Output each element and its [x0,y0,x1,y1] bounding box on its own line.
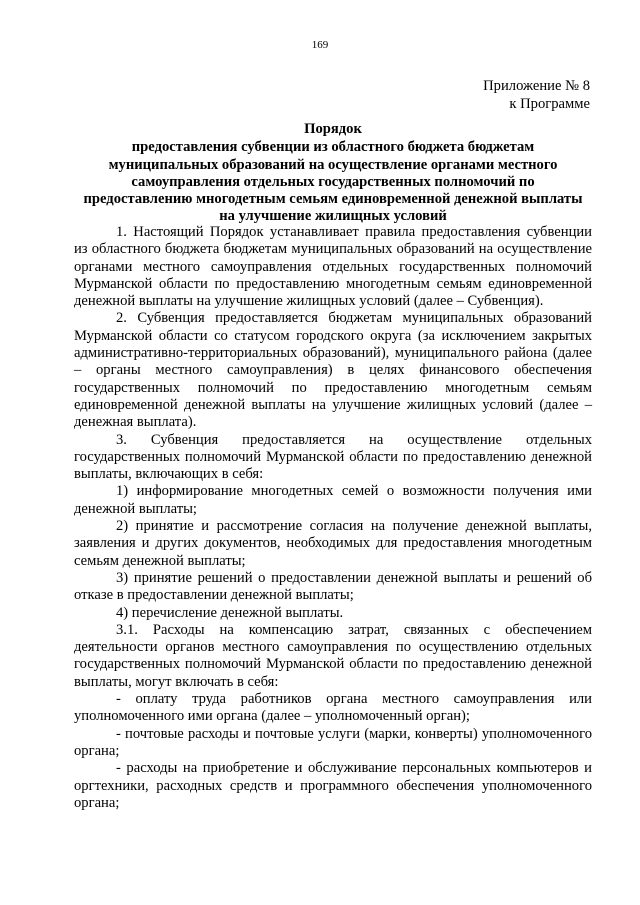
paragraph-3: 3. Субвенция предоставляется на осуществление отдельных государственных полномочий Мурманской области по предоставлению денежной выплаты, включающих в себя: [74,431,592,483]
appendix-line-2: к Программе [509,95,590,112]
list-item-2: 2) принятие и рассмотрение согласия на получение денежной выплаты, заявления и других документов, необходимых для предоставления многодетным семьям денежной выплаты; [74,518,592,569]
paragraph-1: 1. Настоящий Порядок устанавливает правила предоставления субвенции из областного бюджета бюджетам муниципальных образований на осуществление органами местного самоуправления отдельных государственных полномочий Мурманской области по предоставлению многодетным семьям единовременной денежной выплаты на улучшение жилищных условий (далее – Субвенция). [74,224,592,310]
paragraph-2: 2. Субвенция предоставляется бюджетам муниципальных образований Мурманской области со статусом городского округа (за исключением закрытых административно-территориальных образований), муниципального района (далее – органы местного самоуправления) в целях финансового обеспечения государственных полномочий по предоставлению многодетным семьям единовременной денежной выплаты на улучшение жилищных условий (далее – денежная выплата). [74,310,592,431]
page-number: 169 [311,39,329,51]
expense-item-1: - оплату труда работников органа местного самоуправления или уполномоченного ими органа (далее – уполномоченный орган); [74,691,592,725]
title-line-5: на улучшение жилищных условий [219,208,447,225]
appendix-line-1: Приложение № 8 [483,78,590,94]
appendix-header [483,78,590,113]
title-heading: Порядок [304,121,362,137]
title-line-1: предоставления субвенции из областного бюджета бюджетам [131,139,535,156]
document-body [74,224,592,812]
paragraph-3-1: 3.1. Расходы на компенсацию затрат, связанных с обеспечением деятельности органов местного самоуправления по осуществлению отдельных государственных полномочий Мурманской области по предоставлению денежной выплаты, могут включать в себя: [74,621,592,690]
title-line-4: предоставлению многодетным семьям единовременной денежной выплаты [83,191,583,208]
expense-item-3: - расходы на приобретение и обслуживание персональных компьютеров и оргтехники, расходных средств и программного обеспечения уполномоченного органа; [74,760,592,811]
list-item-4: 4) перечисление денежной выплаты. [116,604,344,621]
title-line-3: самоуправления отдельных государственных полномочий по [131,173,535,190]
list-item-1: 1) информирование многодетных семей о возможности получения ими денежной выплаты; [74,483,592,517]
list-item-3: 3) принятие решений о предоставлении денежной выплаты и решений об отказе в предоставлении денежной выплаты; [74,569,592,604]
title-line-2: муниципальных образований на осуществление органами местного [108,156,558,173]
document-title [74,121,592,226]
expense-item-2: - почтовые расходы и почтовые услуги (марки, конверты) уполномоченного органа; [74,725,592,759]
